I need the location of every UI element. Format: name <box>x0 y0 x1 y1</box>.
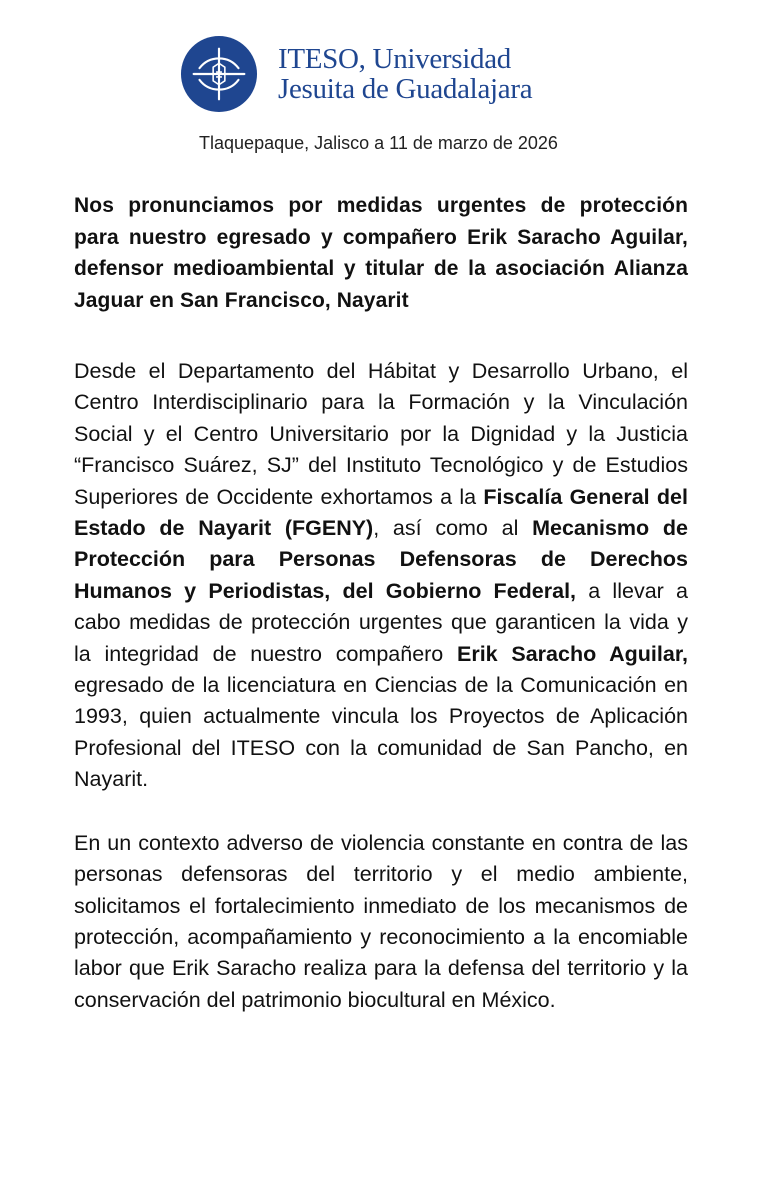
place-date: Tlaquepaque, Jalisco a 11 de marzo de 2026 <box>199 133 558 153</box>
document-body <box>74 190 688 1016</box>
paragraph-1-bold-erik: Erik Saracho Aguilar, <box>457 641 688 666</box>
paragraph-2: En un contexto adverso de violencia constante en contra de las personas defensoras del territorio y el medio ambiente, solicitamos el fortalecimiento inmediato de los mecanismos de protección, acompañamiento y reconocimiento a la encomiable labor que Erik Saracho realiza para la defensa del territorio y la conservación del patrimonio biocultural en México. <box>74 830 688 1012</box>
institution-name <box>278 44 532 104</box>
paragraph-1-bold-fgeny: Fiscalía General del Estado de Nayarit (FGENY) <box>74 484 688 541</box>
paragraph-1-text-2: , así como al <box>373 516 533 541</box>
header <box>180 34 532 114</box>
paragraph-1-text-4: egresado de la licenciatura en Ciencias de la Comunicación en 1993, quien actualmente vincula los Proyectos de Aplicación Profesional del ITESO con la comunidad de San Pancho, en Nayarit. <box>74 673 688 792</box>
iteso-logo-icon <box>180 35 258 113</box>
logo-line-1: ITESO, Universidad <box>278 43 512 75</box>
paragraph-1-text-3: a llevar a cabo medidas de protección urgentes que garanticen la vida y la integridad de nuestro compañero <box>74 578 688 666</box>
paragraph-1-text-1: Desde el Departamento del Hábitat y Desarrollo Urbano, el Centro Interdisciplinario para la Formación y la Vinculación Social y el Centro Universitario por la Dignidad y la Justicia “Francisco Suárez, SJ” del Instituto Tecnológico y de Estudios Superiores de Occidente exhortamos a la <box>74 359 688 509</box>
paragraph-1-bold-mecanismo: Mecanismo de Protección para Personas Defensoras de Derechos Humanos y Periodistas, del Gobierno Federal, <box>74 516 688 603</box>
paragraph-1 <box>74 356 688 796</box>
logo-line-2: Jesuita de Guadalajara <box>278 73 533 105</box>
document-title: Nos pronunciamos por medidas urgentes de protección para nuestro egresado y compañero Erik Saracho Aguilar, defensor medioambiental y titular de la asociación Alianza Jaguar en San Francisco, Nayarit <box>74 194 688 312</box>
